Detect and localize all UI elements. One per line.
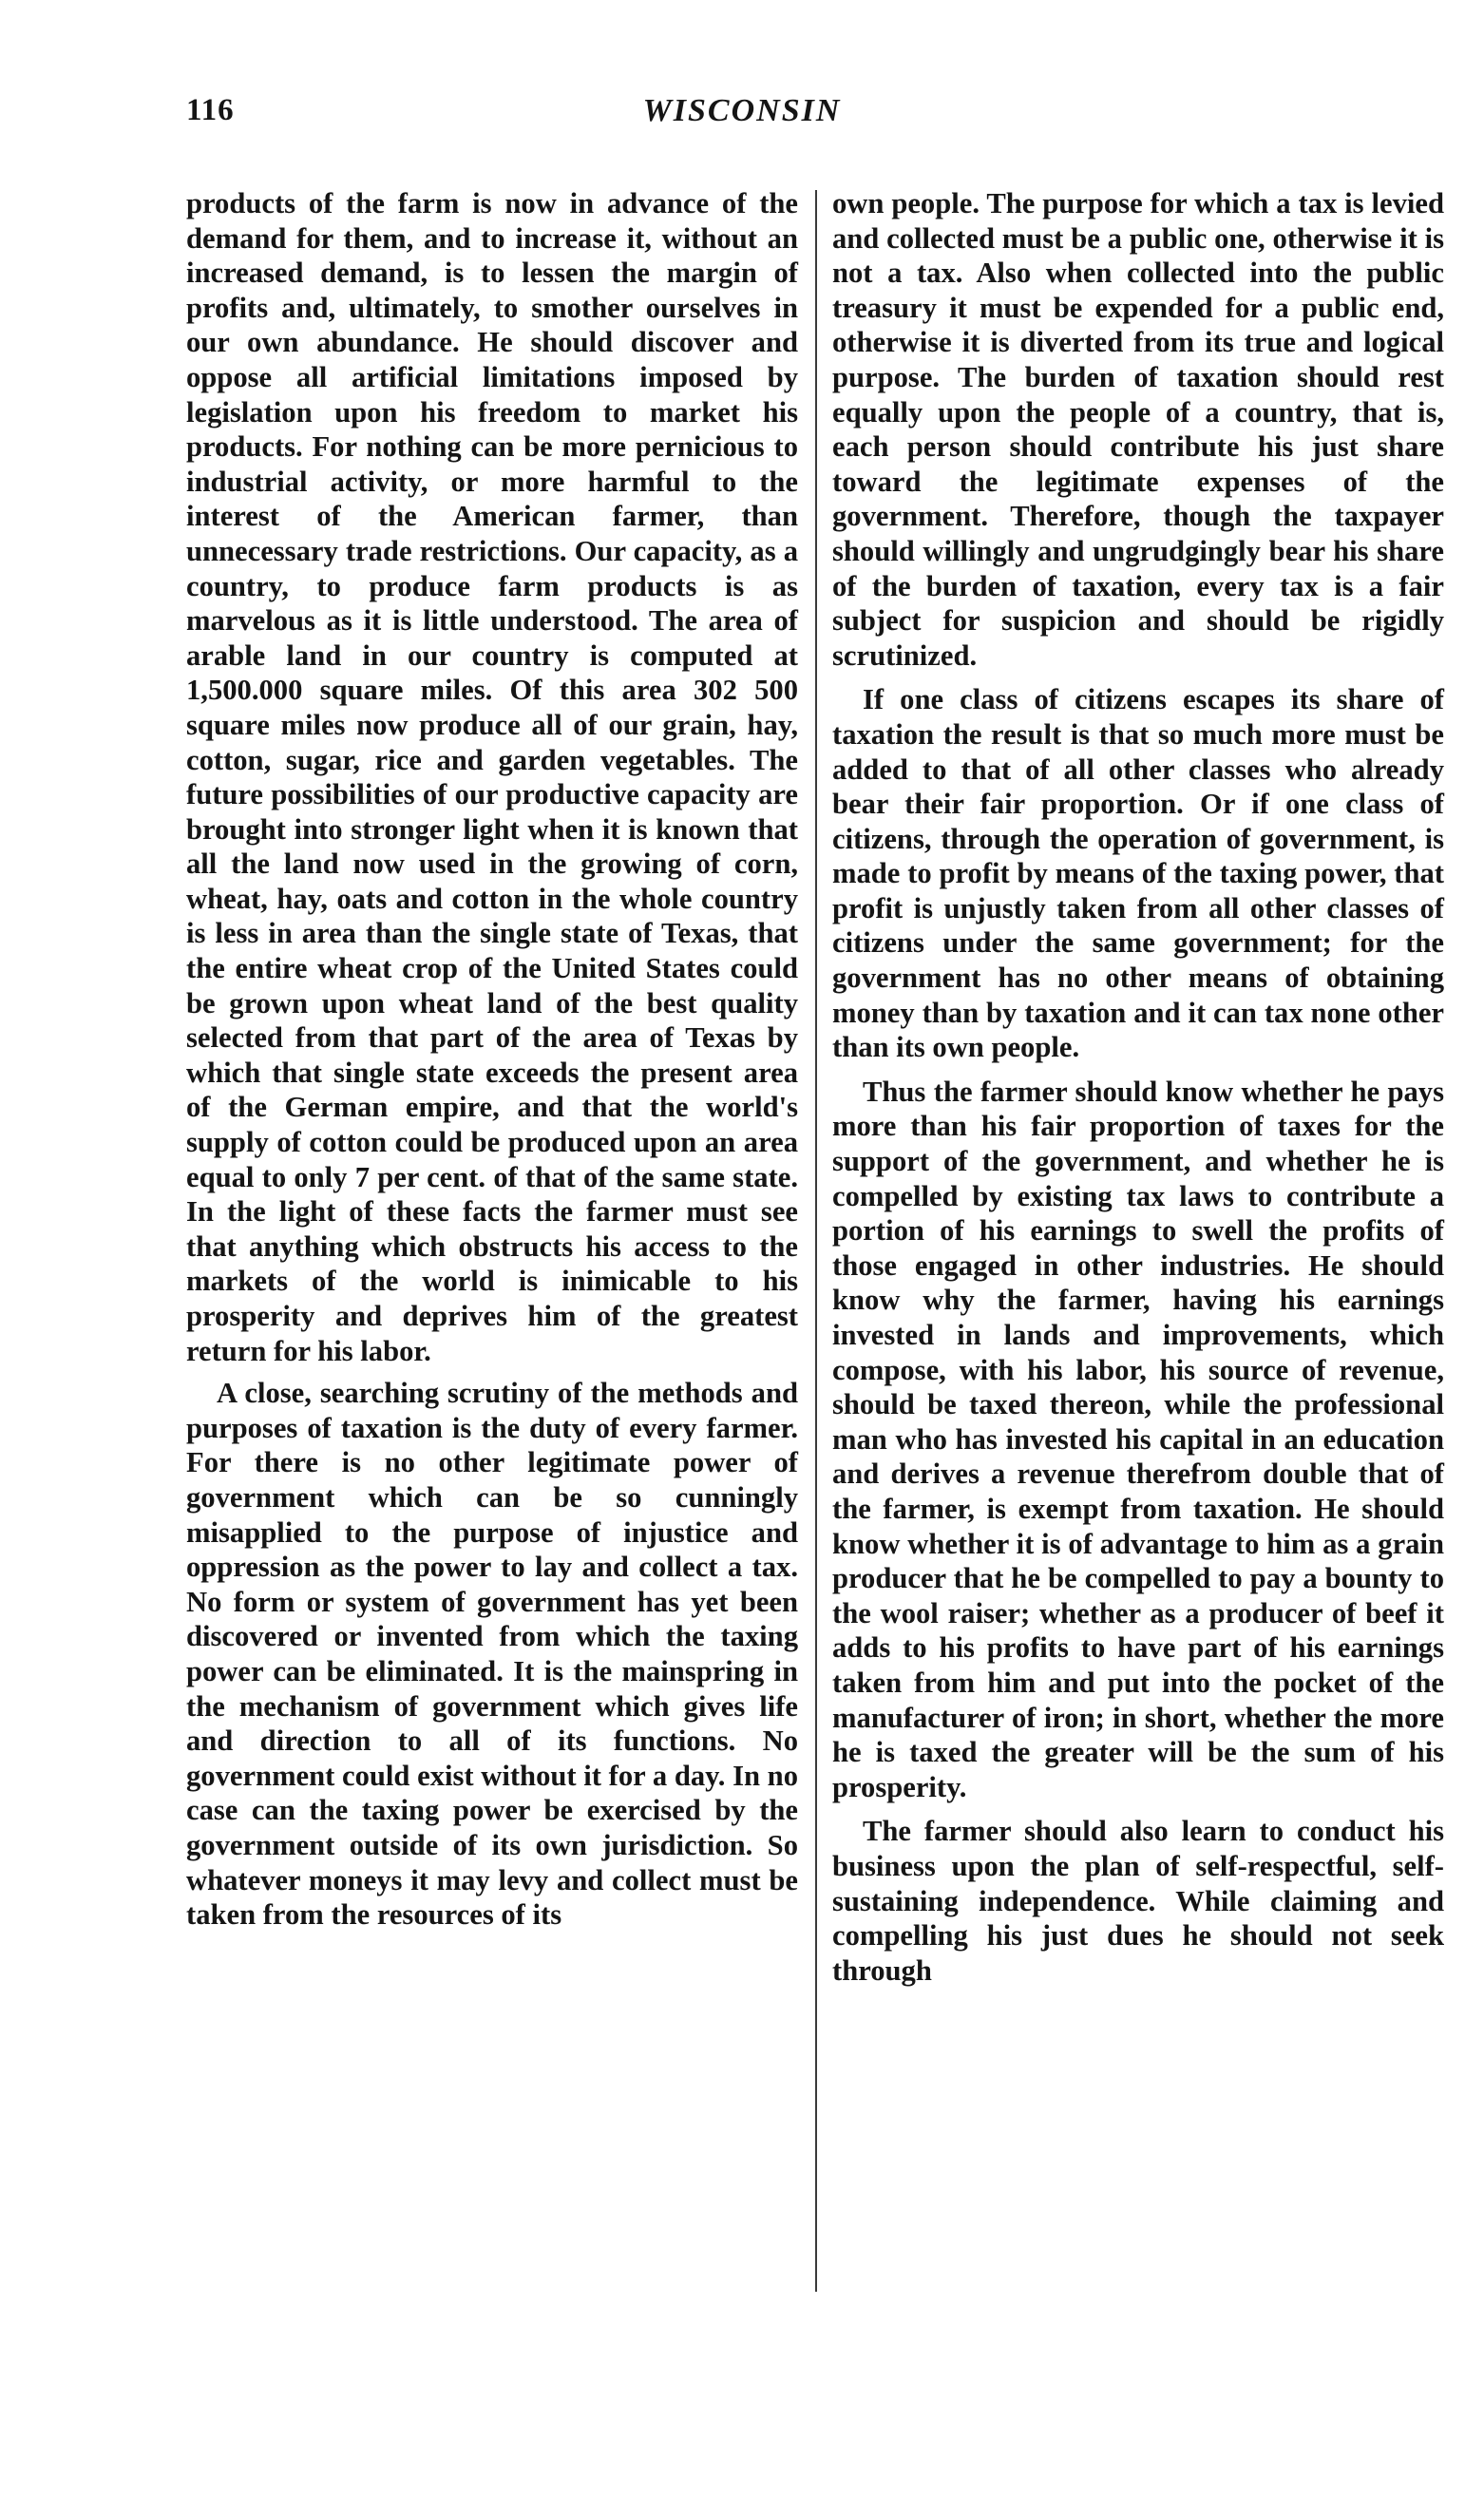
paragraph-farm-products: products of the farm is now in advance of the demand for them, and to increase it, without an increased demand, is to lessen the margin of profits and, ultimately, to smother ourselves in our own abundance. He should discover and oppose all artificial limitations imposed by legislation upon his freedom to market his products. For nothing can be more pernicious to industrial activity, or more harmful to the interest of the American farmer, than unnecessary trade restrictions. Our capacity, as a country, to produce farm products is as marvelous as it is little understood. The area of arable land in our country is computed at 1,500.000 square miles. Of this area 302 500 square miles now produce all of our grain, hay, cotton, sugar, rice and garden vegetables. The future possibilities of our productive capacity are brought into stronger light when it is known that all the land now used in the growing of corn, wheat, hay, oats and cotton in the whole country is less in area than the single state of Texas, that the entire wheat crop of the United States could be grown upon wheat land of the best quality selected from that part of the area of Texas by which that single state exceeds the present area of the German empire, and that the world's supply of cotton could be produced upon an area equal to only 7 per cent. of that of the same state. In the light of these facts the farmer must see that anything which obstructs his access to the markets of the world is inimicable to his prosperity and deprives him of the greatest return for his labor. [186, 187, 798, 1367]
left-column [186, 186, 798, 1933]
column-divider [815, 190, 817, 2292]
paragraph-farmer-should-know: Thus the farmer should know whether he pays more than his fair proportion of taxes for the support of the government, and whether he is compelled by existing tax laws to contribute a portion of his earnings to swell the profits of those engaged in other industries. He should know why the farmer, having his earnings invested in lands and improvements, which compose, with his labor, his source of revenue, should be taxed thereon, while the professional man who has invested his capital in an education and derives a revenue therefrom double that of the farmer, is exempt from taxation. He should know whether it is of advantage to him as a grain producer that he be compelled to pay a bounty to the wool raiser; whether as a producer of beef it adds to his profits to have part of his earnings taken from him and put into the pocket of the manufacturer of iron; in short, whether the more he is taxed the greater will be the sum of his prosperity. [832, 1075, 1444, 1803]
paragraph-self-sustaining: The farmer should also learn to conduct his business upon the plan of self-respectful, self-sustaining independence. While claiming and compelling his just dues he should not seek through [832, 1815, 1444, 1987]
paragraph-taxation-scrutiny: A close, searching scrutiny of the methods and purposes of taxation is the duty of every farmer. For there is no other legitimate power of government which can be so cunningly misapplied to the purpose of injustice and oppression as the power to lay and collect a tax. No form or system of government has yet been discovered or invented from which the taxing power can be eliminated. It is the mainspring in the mechanism of government which gives life and direction to all of its functions. No government could exist without it for a day. In no case can the taxing power be exercised by the government outside of its own jurisdiction. So whatever moneys it may levy and collect must be taken from the resources of its [186, 1377, 798, 1932]
running-head: WISCONSIN [642, 93, 842, 128]
right-column [832, 186, 1444, 1988]
paragraph-class-escapes: If one class of citizens escapes its share of taxation the result is that so much more must be added to that of all other classes who already bear their fair proportion. Or if one class of citizens, through the operation of government, is made to profit by means of the taxing power, that profit is unjustly taken from all other classes of citizens under the same government; for the government has no other means of obtaining money than by taxation and it can tax none other than its own people. [832, 683, 1444, 1064]
paragraph-tax-purpose: own people. The purpose for which a tax is levied and collected must be a public one, otherwise it is not a tax. Also when collected into the public treasury it must be expended for a public end, otherwise it is diverted from its true and logical purpose. The burden of taxation should rest equally upon the people of a country, that is, each person should contribute his just share toward the legitimate expenses of the government. Therefore, though the taxpayer should willingly and ungrudgingly bear his share of the burden of taxation, every tax is a fair subject for suspicion and should be rigidly scrutinized. [832, 187, 1444, 672]
page-number: 116 [186, 93, 235, 127]
